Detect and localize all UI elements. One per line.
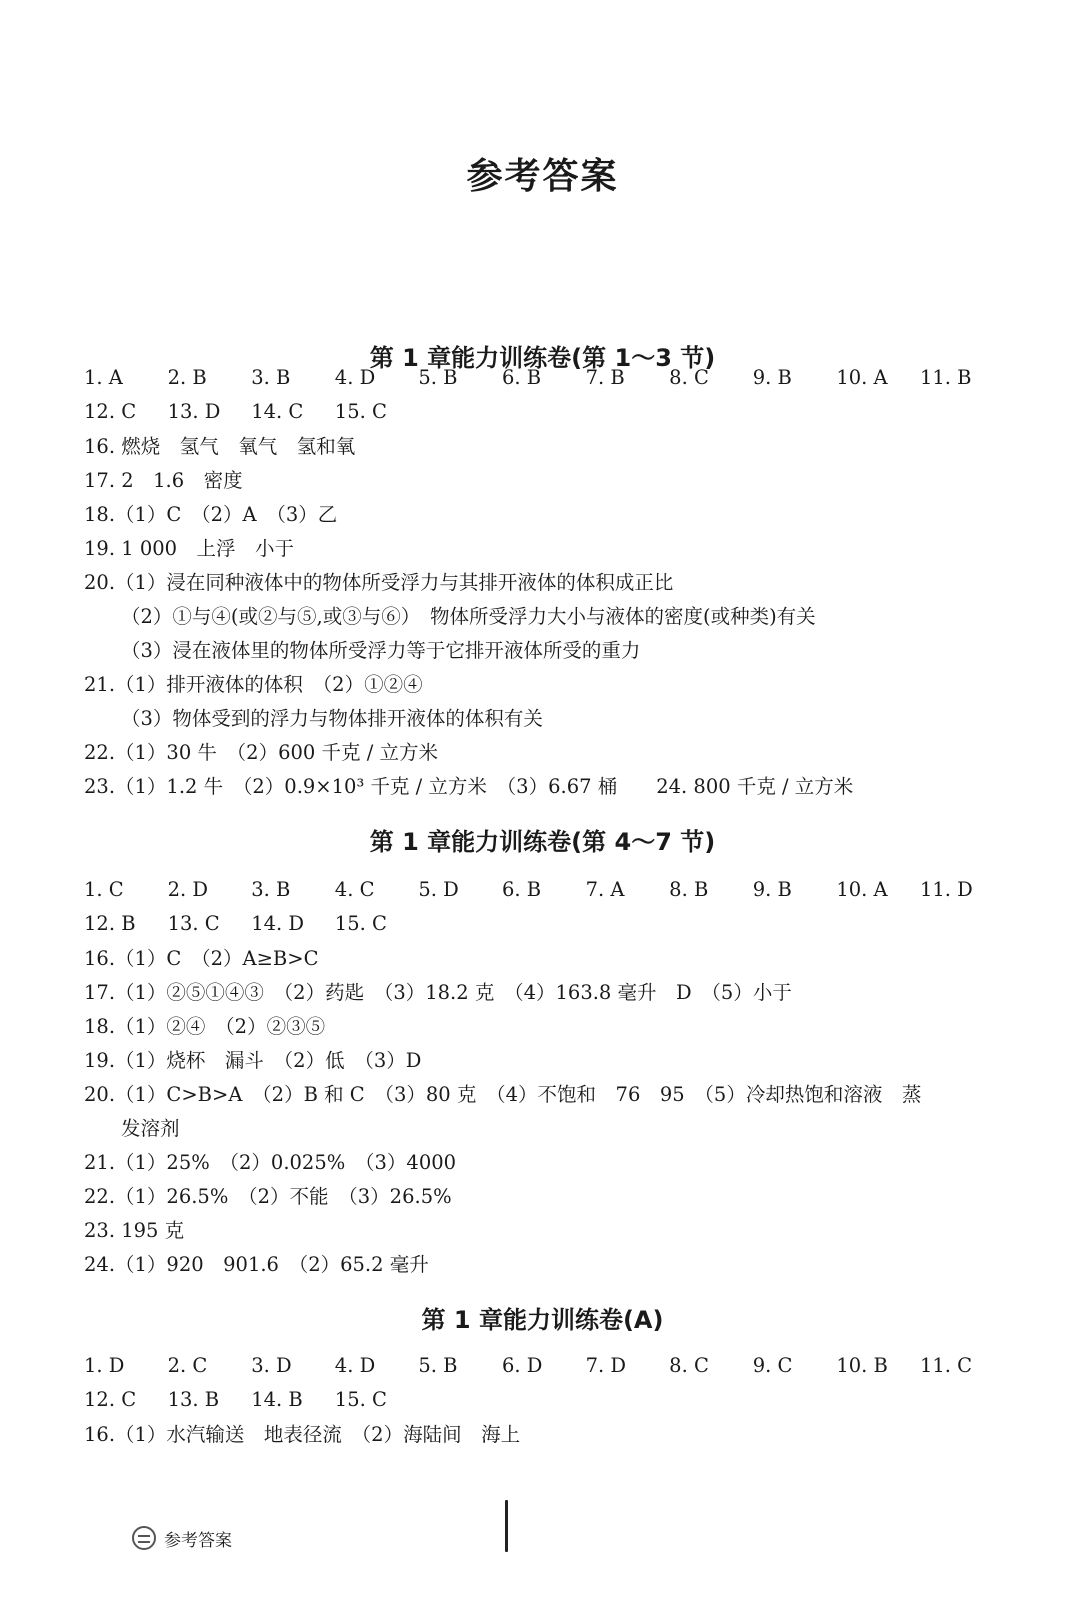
answer-grid-row	[84, 396, 1004, 426]
answer-item: 12. B	[84, 911, 136, 935]
answer-item: 1. D	[84, 1353, 125, 1377]
answer-item: 6. B	[501, 365, 542, 389]
answer-line: 发溶剂	[121, 1117, 180, 1140]
answer-item: 5. D	[418, 877, 459, 901]
answer-line: 18.（1）②④ （2）②③⑤	[84, 1015, 326, 1038]
answer-item: 3. B	[251, 365, 291, 389]
answer-item: 11. C	[919, 1353, 973, 1377]
answer-item: 14. B	[251, 1387, 303, 1411]
answer-item: 3. D	[251, 1353, 292, 1377]
answer-item: 3. B	[251, 877, 291, 901]
answer-item: 15. C	[334, 1387, 387, 1411]
page-footer	[132, 1524, 232, 1552]
answer-line: 17. 2 1.6 密度	[84, 469, 243, 492]
answer-item: 1. A	[84, 365, 123, 389]
answer-item: 15. C	[334, 399, 387, 423]
answer-item: 5. B	[418, 1353, 458, 1377]
answer-grid-row	[84, 1384, 1004, 1414]
answer-line: 23.（1）1.2 牛 （2）0.9×10³ 千克 / 立方米 （3）6.67 桶 24. 800 千克 / 立方米	[84, 775, 854, 798]
answer-item: 8. C	[669, 1353, 709, 1377]
answer-line: 23. 195 克	[84, 1219, 185, 1242]
answer-item: 4. C	[334, 877, 375, 901]
answer-item: 11. D	[919, 877, 973, 901]
answer-item: 12. C	[84, 1387, 137, 1411]
answer-item: 2. B	[167, 365, 207, 389]
binding-mark	[505, 1500, 508, 1552]
answer-item: 8. C	[669, 365, 709, 389]
answer-line: （2）①与④(或②与⑤,或③与⑥） 物体所受浮力大小与液体的密度(或种类)有关	[121, 605, 816, 628]
section-heading: 第 1 章能力训练卷(第 4～7 节)	[369, 828, 716, 856]
answer-line: 17.（1）②⑤①④③ （2）药匙 （3）18.2 克 （4）163.8 毫升 D （5）小于	[84, 981, 792, 1004]
answer-item: 7. B	[585, 365, 625, 389]
answer-line: 20.（1）浸在同种液体中的物体所受浮力与其排开液体的体积成正比	[84, 571, 674, 594]
answer-line: 21.（1）排开液体的体积 （2）①②④	[84, 673, 423, 696]
answer-line: 21.（1）25% （2）0.025% （3）4000	[84, 1151, 457, 1174]
answer-item: 9. B	[752, 877, 792, 901]
answer-line: 22.（1）26.5% （2）不能 （3）26.5%	[84, 1185, 452, 1208]
answer-item: 2. C	[167, 1353, 208, 1377]
answer-item: 2. D	[167, 877, 209, 901]
answer-line: 18.（1）C （2）A （3）乙	[84, 503, 338, 526]
answer-line: （3）物体受到的浮力与物体排开液体的体积有关	[121, 707, 543, 730]
answer-item: 12. C	[84, 399, 137, 423]
answer-item: 14. C	[251, 399, 304, 423]
answer-line: 16.（1）C （2）A≥B>C	[84, 947, 319, 970]
section-heading: 第 1 章能力训练卷(A)	[421, 1306, 664, 1334]
answer-item: 10. B	[836, 1353, 888, 1377]
answer-item: 7. A	[585, 877, 625, 901]
answer-item: 5. B	[418, 365, 458, 389]
answer-line: （3）浸在液体里的物体所受浮力等于它排开液体所受的重力	[121, 639, 641, 662]
answer-item: 9. C	[752, 1353, 793, 1377]
answer-item: 4. D	[334, 365, 376, 389]
book-icon	[132, 1526, 156, 1550]
answer-item: 6. D	[501, 1353, 543, 1377]
answer-item: 13. C	[167, 911, 220, 935]
answer-line: 16. 燃烧 氢气 氧气 氢和氧	[84, 435, 356, 458]
answer-line: 19. 1 000 上浮 小于	[84, 537, 295, 560]
answer-line: 19.（1）烧杯 漏斗 （2）低 （3）D	[84, 1049, 422, 1072]
answer-item: 4. D	[334, 1353, 376, 1377]
answer-item: 8. B	[669, 877, 709, 901]
answer-item: 10. A	[836, 877, 888, 901]
answer-grid-row	[84, 362, 1004, 392]
answer-line: 20.（1）C>B>A （2）B 和 C （3）80 克 （4）不饱和 76 95 （5）冷却热饱和溶液 蒸	[84, 1083, 922, 1106]
answer-grid-row	[84, 908, 1004, 938]
page-title: 参考答案	[466, 156, 619, 197]
footer-label: 参考答案	[164, 1530, 232, 1551]
answer-item: 13. B	[167, 1387, 220, 1411]
section-heading: 第 1 章能力训练卷(第 1～3 节)	[369, 344, 716, 372]
answer-line: 16.（1）水汽输送 地表径流 （2）海陆间 海上	[84, 1423, 521, 1446]
answer-item: 6. B	[501, 877, 542, 901]
answer-grid-row	[84, 874, 1004, 904]
answer-item: 14. D	[251, 911, 305, 935]
answer-item: 15. C	[334, 911, 387, 935]
answer-grid-row	[84, 1350, 1004, 1380]
answer-item: 7. D	[585, 1353, 627, 1377]
answer-item: 10. A	[836, 365, 888, 389]
answer-item: 9. B	[752, 365, 792, 389]
answer-line: 22.（1）30 牛 （2）600 千克 / 立方米	[84, 741, 438, 764]
answer-item: 11. B	[919, 365, 972, 389]
answer-line: 24.（1）920 901.6 （2）65.2 毫升	[84, 1253, 429, 1276]
answer-item: 13. D	[167, 399, 221, 423]
answer-item: 1. C	[84, 877, 124, 901]
